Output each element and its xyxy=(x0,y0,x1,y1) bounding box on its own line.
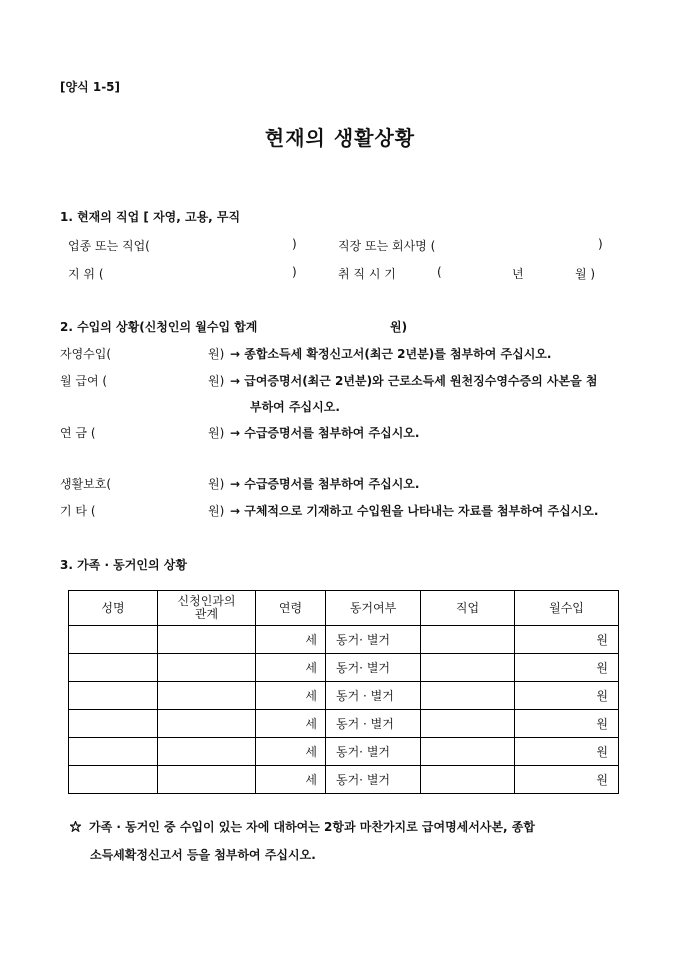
income-desc-continued: 부하여 주십시오. xyxy=(250,400,340,414)
table-row xyxy=(69,766,619,794)
age-cell[interactable]: 세 xyxy=(256,682,326,710)
income-cell[interactable]: 원 xyxy=(515,710,619,738)
income-label-pension: 연 금 ( xyxy=(60,426,96,440)
income-label-self-employed: 자영수입( xyxy=(60,347,112,361)
relation-cell[interactable] xyxy=(158,626,256,654)
living-cell[interactable]: 동거· 별거 xyxy=(326,738,421,766)
income-desc: → 수급증명서를 첨부하여 주십시오. xyxy=(230,477,420,491)
living-cell[interactable]: 동거· 별거 xyxy=(326,654,421,682)
table-row xyxy=(69,710,619,738)
name-cell[interactable] xyxy=(69,654,158,682)
job-cell[interactable] xyxy=(421,682,515,710)
income-label-other: 기 타 ( xyxy=(60,504,96,518)
living-cell[interactable]: 동거· 별거 xyxy=(326,766,421,794)
section2-heading-unit: 원) xyxy=(390,320,408,334)
job-cell[interactable] xyxy=(421,654,515,682)
income-unit: 원) xyxy=(208,374,225,388)
income-cell[interactable]: 원 xyxy=(515,738,619,766)
name-cell[interactable] xyxy=(69,766,158,794)
age-cell[interactable]: 세 xyxy=(256,766,326,794)
col-relation-header-line2: 관계 xyxy=(194,607,219,621)
income-desc: → 종합소득세 확정신고서(최근 2년분)를 첨부하여 주십시오. xyxy=(230,347,552,361)
col-living-header: 동거여부 xyxy=(326,591,421,626)
living-cell[interactable]: 동거· 별거 xyxy=(326,626,421,654)
income-label-salary: 월 급여 ( xyxy=(60,374,108,388)
relation-cell[interactable] xyxy=(158,738,256,766)
living-cell[interactable]: 동거 · 별거 xyxy=(326,682,421,710)
income-cell[interactable]: 원 xyxy=(515,626,619,654)
note-line2: 소득세확정신고서 등을 첨부하여 주십시오. xyxy=(90,848,316,862)
form-number: [양식 1-5] xyxy=(60,80,121,94)
table-row xyxy=(69,682,619,710)
income-cell[interactable]: 원 xyxy=(515,766,619,794)
age-cell[interactable]: 세 xyxy=(256,626,326,654)
income-label-welfare: 생활보호( xyxy=(60,477,112,491)
job-cell[interactable] xyxy=(421,710,515,738)
income-cell[interactable]: 원 xyxy=(515,682,619,710)
age-cell[interactable]: 세 xyxy=(256,710,326,738)
name-cell[interactable] xyxy=(69,626,158,654)
job-cell[interactable] xyxy=(421,626,515,654)
table-row xyxy=(69,654,619,682)
income-unit: 원) xyxy=(208,347,225,361)
month-label: 월 ) xyxy=(575,267,596,281)
age-cell[interactable]: 세 xyxy=(256,738,326,766)
note-text-line1: 가족 · 동거인 중 수입이 있는 자에 대하여는 2항과 마찬가지로 급여명세서사본, 종합 xyxy=(89,820,535,834)
company-close: ) xyxy=(598,237,603,251)
note-bullet-icon xyxy=(70,820,81,834)
job-cell[interactable] xyxy=(421,738,515,766)
name-cell[interactable] xyxy=(69,738,158,766)
relation-cell[interactable] xyxy=(158,682,256,710)
col-age-header: 연령 xyxy=(256,591,326,626)
position-close: ) xyxy=(292,265,297,279)
income-cell[interactable]: 원 xyxy=(515,654,619,682)
employed-date-label: 취 직 시 기 xyxy=(338,267,396,281)
living-cell[interactable]: 동거 · 별거 xyxy=(326,710,421,738)
job-cell[interactable] xyxy=(421,766,515,794)
relation-cell[interactable] xyxy=(158,654,256,682)
occupation-close: ) xyxy=(292,237,297,251)
relation-cell[interactable] xyxy=(158,766,256,794)
income-unit: 원) xyxy=(208,477,225,491)
table-row xyxy=(69,626,619,654)
col-relation-header xyxy=(158,591,256,626)
page-title: 현재의 생활상황 xyxy=(264,126,416,150)
table-header-row xyxy=(69,591,619,626)
relation-cell[interactable] xyxy=(158,710,256,738)
name-cell[interactable] xyxy=(69,710,158,738)
position-label: 지 위 ( xyxy=(68,267,104,281)
income-desc: → 구체적으로 기재하고 수입원을 나타내는 자료를 첨부하여 주십시오. xyxy=(230,504,599,518)
section2-heading: 2. 수입의 상황(신청인의 월수입 합계 xyxy=(60,320,258,334)
col-name-header: 성명 xyxy=(69,591,158,626)
section1-heading: 1. 현재의 직업 [ 자영, 고용, 무직 xyxy=(60,210,241,224)
col-relation-header-line1: 신청인과의 xyxy=(177,594,236,608)
section3-heading: 3. 가족 · 동거인의 상황 xyxy=(60,558,187,572)
income-desc: → 수급증명서를 첨부하여 주십시오. xyxy=(230,426,420,440)
table-row xyxy=(69,738,619,766)
col-income-header: 월수입 xyxy=(515,591,619,626)
name-cell[interactable] xyxy=(69,682,158,710)
note-line1 xyxy=(70,818,535,835)
occupation-label: 업종 또는 직업( xyxy=(68,239,150,253)
year-label: 년 xyxy=(512,267,524,281)
col-job-header: 직업 xyxy=(421,591,515,626)
family-table xyxy=(68,590,619,794)
income-desc: → 급여증명서(최근 2년분)와 근로소득세 원천징수영수증의 사본을 첨 xyxy=(230,374,598,388)
employed-date-open: ( xyxy=(437,265,442,279)
income-unit: 원) xyxy=(208,504,225,518)
company-label: 직장 또는 회사명 ( xyxy=(338,239,436,253)
income-unit: 원) xyxy=(208,426,225,440)
age-cell[interactable]: 세 xyxy=(256,654,326,682)
